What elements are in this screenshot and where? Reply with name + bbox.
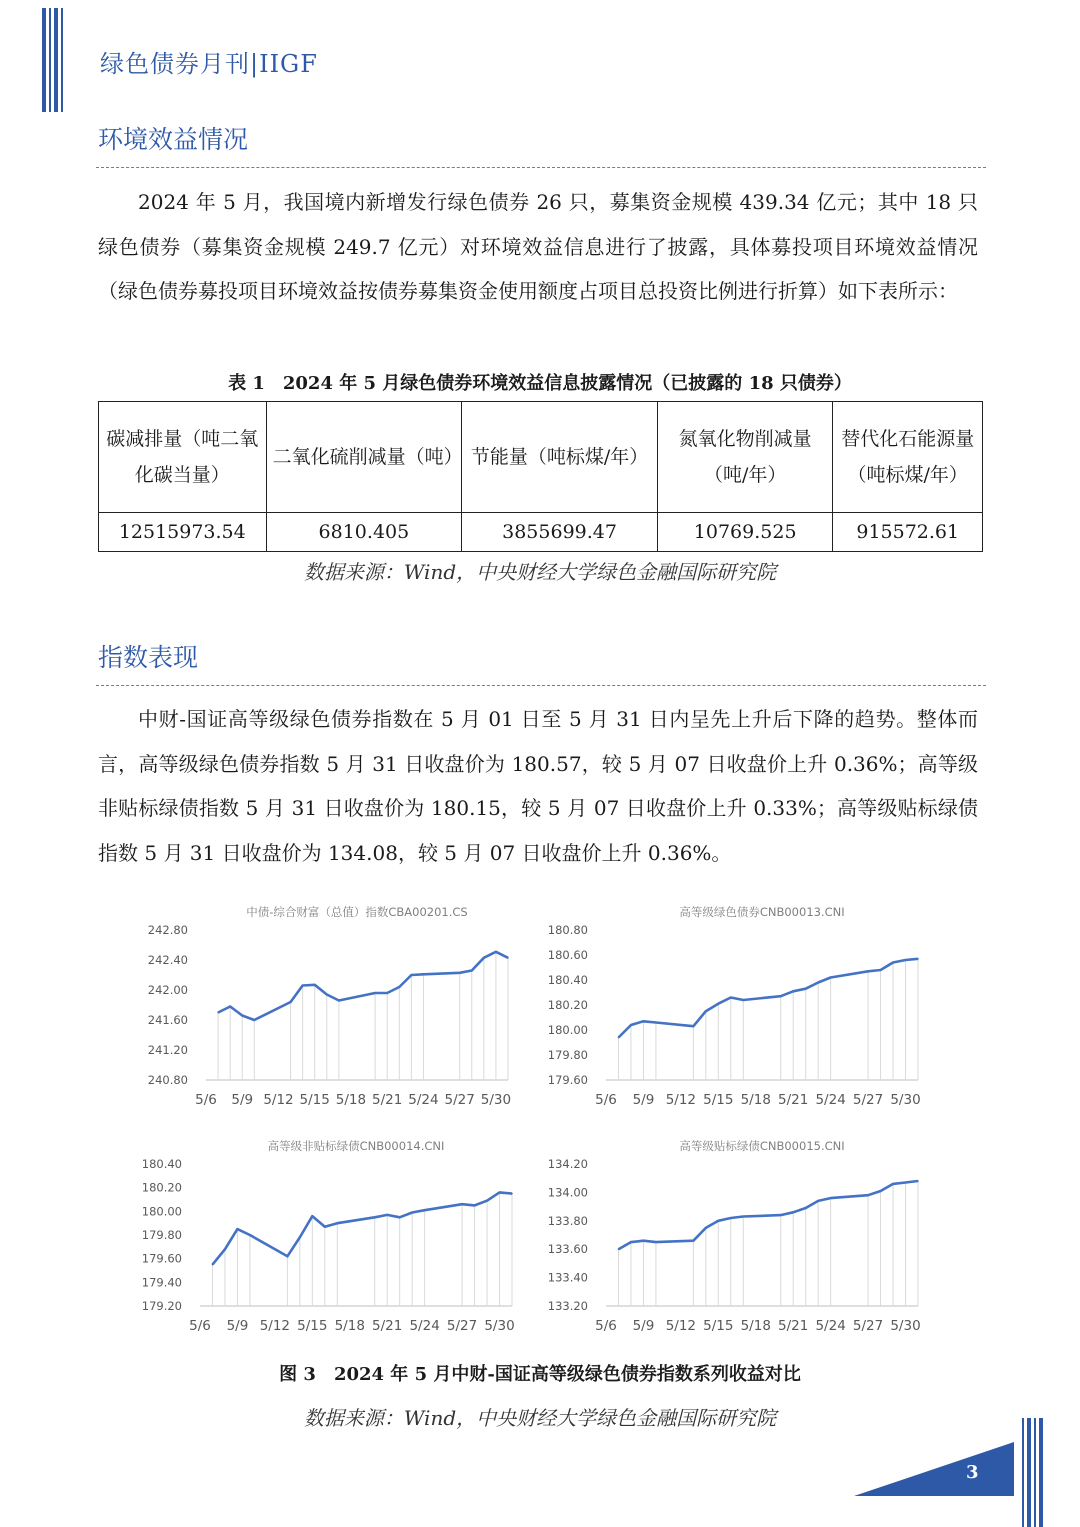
data-point [386, 992, 388, 994]
table-header-cell: 替代化石能源量（吨标煤/年） [833, 402, 983, 513]
y-tick-label: 180.40 [141, 1157, 182, 1171]
y-tick-label: 133.40 [547, 1270, 588, 1285]
data-point [655, 1241, 657, 1243]
data-point [374, 992, 376, 994]
table-header-cell: 碳减排量（吨二氧化碳当量） [99, 402, 267, 513]
data-point [423, 973, 425, 975]
data-point [314, 984, 316, 986]
table-cell: 6810.405 [266, 513, 462, 552]
data-point [693, 1240, 695, 1242]
header-decoration-bars [42, 8, 64, 112]
chart-cnb00014 [134, 1132, 524, 1344]
series-line [619, 1181, 919, 1249]
data-point [411, 974, 413, 976]
section-divider [96, 167, 986, 168]
data-point [486, 1200, 488, 1202]
x-tick-label: 5/6 [189, 1318, 211, 1334]
data-point [299, 1237, 301, 1239]
x-tick-label: 5/24 [409, 1318, 440, 1334]
table-row [99, 513, 983, 552]
data-point [474, 1205, 476, 1207]
data-point [643, 1240, 645, 1242]
x-tick-label: 5/12 [665, 1092, 697, 1108]
data-point [326, 994, 328, 996]
x-tick-label: 5/15 [703, 1092, 734, 1108]
data-point [386, 1214, 388, 1216]
footer-triangle-decoration [854, 1442, 1014, 1496]
data-point [336, 1222, 338, 1224]
chart-title: 中债-综合财富（总值）指数CBA00201.CS [246, 905, 468, 919]
x-tick-label: 5/18 [334, 1318, 365, 1334]
data-point [324, 1226, 326, 1228]
figure-caption: 图 3 2024 年 5 月中财-国证高等级绿色债券指数系列收益对比 [279, 1364, 801, 1385]
data-point [411, 1212, 413, 1214]
table-header-row [99, 402, 983, 513]
data-point [905, 959, 907, 961]
y-tick-label: 179.20 [141, 1299, 182, 1313]
data-point [630, 1024, 632, 1026]
y-tick-label: 133.80 [547, 1213, 588, 1228]
chart-cba00201 [140, 898, 520, 1118]
x-tick-label: 5/30 [890, 1318, 921, 1334]
x-tick-label: 5/21 [778, 1092, 809, 1108]
chart-title: 高等级贴标绿债CNB00015.CNI [679, 1139, 845, 1153]
x-tick-label: 5/6 [195, 1092, 217, 1108]
y-tick-label: 133.20 [547, 1299, 588, 1313]
y-tick-label: 241.60 [147, 1013, 188, 1027]
data-point [892, 1183, 894, 1185]
data-point [618, 1037, 620, 1039]
data-point [254, 1019, 256, 1021]
x-tick-label: 5/15 [703, 1318, 734, 1334]
data-point [730, 997, 732, 999]
x-tick-label: 5/30 [484, 1318, 515, 1334]
data-point [398, 986, 400, 988]
y-tick-label: 180.20 [141, 1180, 182, 1195]
data-point [792, 1211, 794, 1213]
y-tick-label: 133.60 [547, 1242, 588, 1257]
data-point [718, 1003, 720, 1005]
table-cell: 915572.61 [833, 513, 983, 552]
data-point [499, 1192, 501, 1194]
x-tick-label: 5/30 [890, 1092, 921, 1108]
data-point [249, 1234, 251, 1236]
data-point [424, 1209, 426, 1211]
figure-source: 数据来源：Wind，中央财经大学绿色金融国际研究院 [303, 1406, 777, 1430]
data-point [730, 1217, 732, 1219]
x-tick-label: 5/9 [231, 1092, 254, 1108]
data-point [880, 969, 882, 971]
chart-title: 高等级绿色债券CNB00013.CNI [679, 905, 845, 919]
y-tick-label: 242.00 [147, 983, 188, 997]
x-tick-label: 5/9 [632, 1318, 655, 1334]
data-point [399, 1216, 401, 1218]
x-tick-label: 5/12 [263, 1092, 294, 1108]
data-point [229, 1006, 231, 1008]
data-point [905, 1182, 907, 1184]
data-point [461, 1203, 463, 1205]
y-tick-label: 179.80 [141, 1228, 182, 1242]
table-header-cell: 氮氧化物削减量（吨/年） [657, 402, 833, 513]
page-number: 3 [966, 1462, 979, 1483]
data-point [630, 1241, 632, 1243]
data-point [830, 977, 832, 979]
data-point [693, 1025, 695, 1027]
x-tick-label: 5/21 [778, 1318, 809, 1334]
y-tick-label: 242.40 [147, 953, 188, 967]
data-point [817, 1200, 819, 1202]
data-point [830, 1197, 832, 1199]
data-point [742, 1216, 744, 1218]
data-point [495, 951, 497, 953]
table-cell: 3855699.47 [462, 513, 658, 552]
chart-cnb00013 [540, 898, 930, 1118]
data-point [302, 985, 304, 987]
section-title-environment: 环境效益情况 [98, 125, 249, 154]
data-point [880, 1190, 882, 1192]
x-tick-label: 5/24 [815, 1092, 846, 1108]
x-tick-label: 5/27 [852, 1318, 884, 1334]
table-header-cell: 节能量（吨标煤/年） [462, 402, 658, 513]
environment-benefit-table [98, 401, 983, 552]
y-tick-label: 180.60 [547, 948, 588, 962]
data-point [655, 1022, 657, 1024]
data-point [237, 1228, 239, 1230]
x-tick-label: 5/30 [480, 1092, 512, 1108]
data-point [374, 1216, 376, 1218]
x-tick-label: 5/24 [408, 1092, 439, 1108]
data-point [507, 957, 509, 959]
y-tick-label: 179.40 [141, 1275, 182, 1290]
data-point [780, 1214, 782, 1216]
data-point [241, 1015, 243, 1017]
x-tick-label: 5/15 [299, 1092, 330, 1108]
x-tick-label: 5/12 [665, 1318, 697, 1334]
chart-title: 高等级非贴标绿债CNB00014.CNI [267, 1139, 445, 1153]
data-point [792, 990, 794, 992]
data-point [483, 957, 485, 959]
y-tick-label: 179.60 [547, 1073, 588, 1087]
data-point [917, 1180, 919, 1182]
x-tick-label: 5/9 [632, 1092, 655, 1108]
x-tick-label: 5/6 [595, 1318, 617, 1334]
environment-paragraph: 2024 年 5 月，我国境内新增发行绿色债券 26 只，募集资金规模 439.34 亿元；其中 18 只绿色债券（募集资金规模 249.7 亿元）对环境效益信息进行了披露，具体募投项目环境效益情况（绿色债券募投项目环境效益按债券募集资金使用额度占项目总投资比例进行折算）如下表所示： [98, 190, 978, 303]
journal-brand: 绿色债券月刊|IIGF [100, 50, 318, 78]
y-tick-label: 179.60 [141, 1251, 182, 1266]
y-tick-label: 134.00 [547, 1185, 588, 1200]
y-tick-label: 180.20 [547, 998, 588, 1012]
data-point [867, 1194, 869, 1196]
data-point [459, 972, 461, 974]
y-tick-label: 134.20 [547, 1157, 588, 1171]
data-point [805, 1207, 807, 1209]
data-point [705, 1010, 707, 1012]
series-line [213, 1192, 513, 1264]
data-point [338, 1000, 340, 1002]
x-tick-label: 5/9 [226, 1318, 249, 1334]
y-tick-label: 180.80 [547, 923, 588, 937]
x-tick-label: 5/18 [740, 1318, 771, 1334]
y-tick-label: 242.80 [147, 923, 188, 937]
x-tick-label: 5/21 [372, 1318, 403, 1334]
y-tick-label: 180.40 [547, 973, 588, 987]
y-tick-label: 180.00 [547, 1023, 588, 1037]
data-point [867, 970, 869, 972]
data-point [805, 988, 807, 990]
x-tick-label: 5/24 [815, 1318, 846, 1334]
y-tick-label: 180.00 [141, 1204, 182, 1219]
data-point [718, 1220, 720, 1222]
x-tick-label: 5/27 [446, 1318, 478, 1334]
data-point [742, 999, 744, 1001]
table-caption: 表 1 2024 年 5 月绿色债券环境效益信息披露情况（已披露的 18 只债券） [228, 373, 852, 394]
table-cell: 10769.525 [657, 513, 833, 552]
y-tick-label: 240.80 [147, 1073, 188, 1087]
chart-cnb00015 [540, 1132, 930, 1344]
footer-decoration-bars [1022, 1418, 1044, 1527]
index-paragraph: 中财-国证高等级绿色债券指数在 5 月 01 日至 5 月 31 日内呈先上升后下降的趋势。整体而言，高等级绿色债券指数 5 月 31 日收盘价为 180.57，较 5 月 07 日收盘价上升 0.36%；高等级非贴标绿债指数 5 月 31 日收盘价为 180.15，较 5 月 07 日收盘价上升 0.33%；高等级贴标绿债指数 5 月 31 日收盘价为 134.08，较 5 月 07 日收盘价上升 0.36%。 [98, 707, 978, 865]
data-point [817, 982, 819, 984]
x-tick-label: 5/27 [852, 1092, 884, 1108]
section-divider [96, 685, 986, 686]
data-point [224, 1248, 226, 1250]
x-tick-label: 5/27 [444, 1092, 475, 1108]
x-tick-label: 5/6 [595, 1092, 617, 1108]
data-point [618, 1248, 620, 1250]
x-tick-label: 5/21 [372, 1092, 403, 1108]
table-header-cell: 二氧化硫削减量（吨） [266, 402, 462, 513]
data-point [643, 1020, 645, 1022]
x-tick-label: 5/18 [740, 1092, 771, 1108]
y-tick-label: 241.20 [147, 1043, 188, 1057]
data-point [705, 1227, 707, 1229]
series-line [218, 952, 508, 1020]
section-title-index: 指数表现 [98, 643, 199, 672]
data-point [290, 1001, 292, 1003]
y-tick-label: 179.80 [547, 1048, 588, 1062]
data-point [471, 970, 473, 972]
data-point [780, 995, 782, 997]
series-line [619, 959, 919, 1038]
data-point [217, 1012, 219, 1014]
x-tick-label: 5/15 [297, 1318, 328, 1334]
table-source: 数据来源：Wind，中央财经大学绿色金融国际研究院 [303, 560, 777, 584]
x-tick-label: 5/12 [259, 1318, 291, 1334]
table-cell: 12515973.54 [99, 513, 267, 552]
data-point [287, 1256, 289, 1258]
data-point [212, 1264, 214, 1266]
data-point [312, 1215, 314, 1217]
data-point [917, 958, 919, 960]
x-tick-label: 5/18 [335, 1092, 367, 1108]
data-point [892, 962, 894, 964]
data-point [511, 1193, 513, 1195]
